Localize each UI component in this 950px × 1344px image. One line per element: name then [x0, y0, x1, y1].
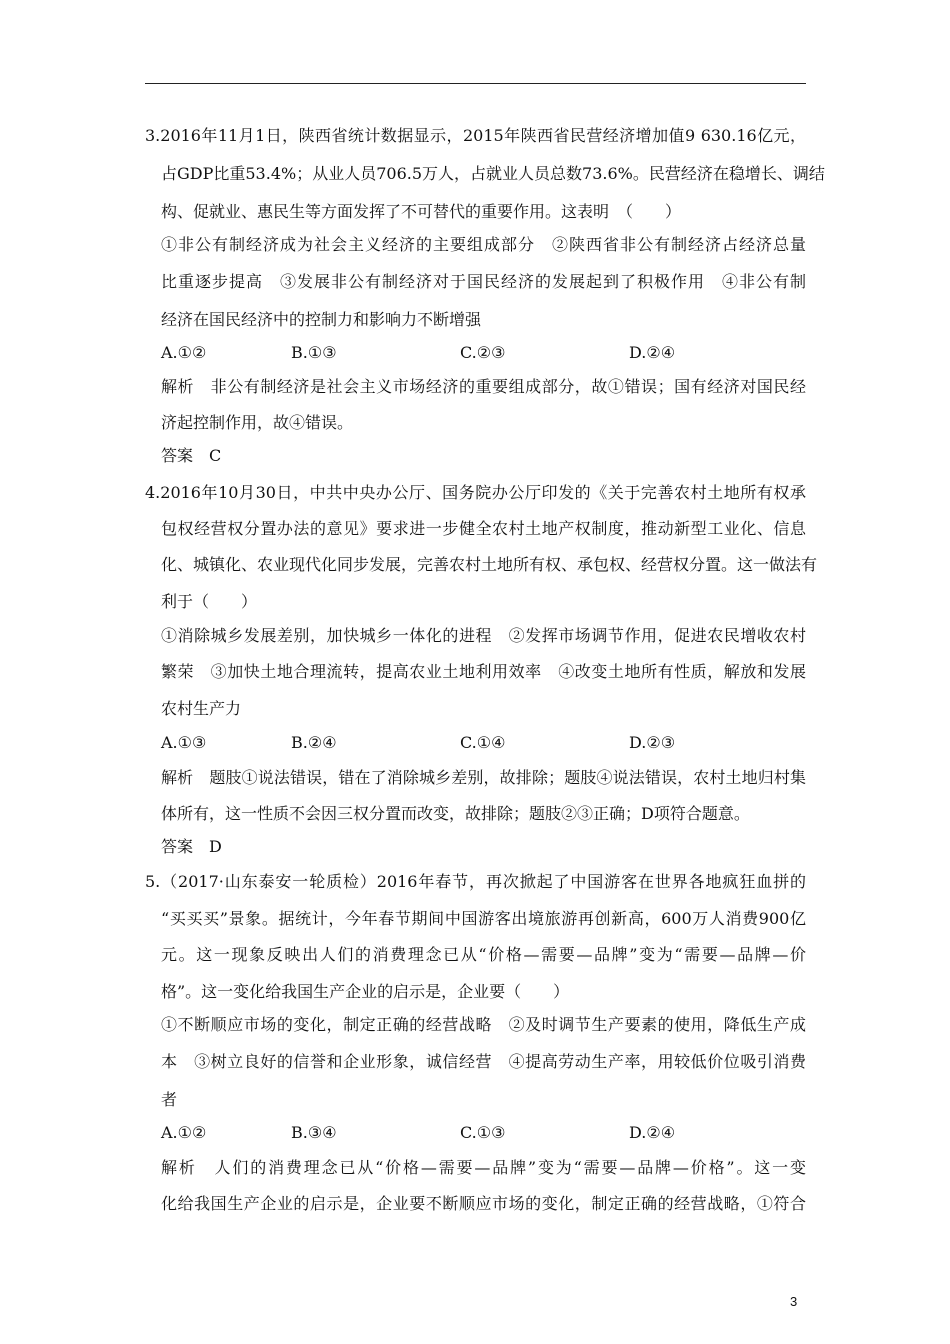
q5-analysis-line-2: 化给我国生产企业的启示是，企业要不断顺应市场的变化，制定正确的经营战略，①符合 [161, 1194, 806, 1213]
q3-item-line-1: ①非公有制经济成为社会主义经济的主要组成部分 ②陕西省非公有制经济占经济总量 [161, 235, 806, 254]
q4-item-line-3: 农村生产力 [161, 699, 242, 718]
q5-stem-line-3: 元。这一现象反映出人们的消费理念已从“价格—需要—品牌”变为“需要—品牌—价 [161, 945, 806, 964]
q5-option-b: B.③④ [291, 1123, 337, 1142]
q5-item-line-1: ①不断顺应市场的变化，制定正确的经营战略 ②及时调节生产要素的使用，降低生产成 [161, 1015, 806, 1034]
q5-stem-line-1: 5.（2017·山东泰安一轮质检）2016年春节，再次掀起了中国游客在世界各地疯狂血拼的 [145, 872, 806, 891]
q3-item-line-2: 比重逐步提高 ③发展非公有制经济对于国民经济的发展起到了积极作用 ④非公有制 [161, 272, 806, 291]
q4-analysis-line-2: 体所有，这一性质不会因三权分置而改变，故排除；题肢②③正确；D项符合题意。 [161, 804, 750, 823]
q3-item-line-3: 经济在国民经济中的控制力和影响力不断增强 [161, 310, 482, 329]
q5-stem-line-4: 格”。这一变化给我国生产企业的启示是，企业要（ ） [161, 982, 570, 1001]
q4-option-c: C.①④ [460, 733, 506, 752]
q4-option-b: B.②④ [291, 733, 337, 752]
q4-analysis-line-1: 解析 题肢①说法错误，错在了消除城乡差别，故排除；题肢④说法错误，农村土地归村集 [161, 768, 806, 787]
q5-option-d: D.②④ [629, 1123, 676, 1142]
q3-option-a: A.①② [161, 343, 207, 362]
q5-stem-line-2: “买买买”景象。据统计，今年春节期间中国游客出境旅游再创新高，600万人消费900亿 [161, 909, 806, 928]
q5-option-c: C.①③ [460, 1123, 506, 1142]
q3-option-d: D.②④ [629, 343, 676, 362]
q5-item-line-2: 本 ③树立良好的信誉和企业形象，诚信经营 ④提高劳动生产率，用较低价位吸引消费 [161, 1052, 806, 1071]
q3-stem-line-2: 占GDP比重53.4%；从业人员706.5万人，占就业人员总数73.6%。民营经济在稳增长、调结 [161, 164, 825, 183]
q3-option-c: C.②③ [460, 343, 506, 362]
q3-analysis-line-2: 济起控制作用，故④错误。 [161, 413, 354, 432]
q3-analysis-line-1: 解析 非公有制经济是社会主义市场经济的重要组成部分，故①错误；国有经济对国民经 [161, 377, 806, 396]
page-number: 3 [790, 1294, 798, 1309]
q3-stem-line-3: 构、促就业、惠民生等方面发挥了不可替代的重要作用。这表明 （ ） [161, 202, 682, 221]
q4-option-a: A.①③ [161, 733, 207, 752]
q4-stem-line-1: 4.2016年10月30日，中共中央办公厅、国务院办公厅印发的《关于完善农村土地所有权承 [145, 483, 806, 502]
q4-option-d: D.②③ [629, 733, 676, 752]
q3-stem-line-1: 3.2016年11月1日，陕西省统计数据显示，2015年陕西省民营经济增加值9 630.16亿元， [145, 126, 806, 145]
q3-answer: 答案 C [161, 446, 222, 465]
q4-stem-line-3: 化、城镇化、农业现代化同步发展，完善农村土地所有权、承包权、经营权分置。这一做法有 [161, 555, 818, 574]
q4-stem-line-4: 利于（ ） [161, 592, 258, 611]
q5-analysis-line-1: 解析 人们的消费理念已从“价格—需要—品牌”变为“需要—品牌—价格”。这一变 [161, 1158, 806, 1177]
q4-stem-line-2: 包权经营权分置办法的意见》要求进一步健全农村土地产权制度，推动新型工业化、信息 [161, 519, 806, 538]
q4-item-line-1: ①消除城乡发展差别，加快城乡一体化的进程 ②发挥市场调节作用，促进农民增收农村 [161, 626, 806, 645]
q4-answer: 答案 D [161, 837, 222, 856]
q4-item-line-2: 繁荣 ③加快土地合理流转，提高农业土地利用效率 ④改变土地所有性质，解放和发展 [161, 662, 806, 681]
q3-option-b: B.①③ [291, 343, 337, 362]
q5-item-line-3: 者 [161, 1090, 178, 1109]
q5-option-a: A.①② [161, 1123, 207, 1142]
header-rule [145, 83, 806, 84]
